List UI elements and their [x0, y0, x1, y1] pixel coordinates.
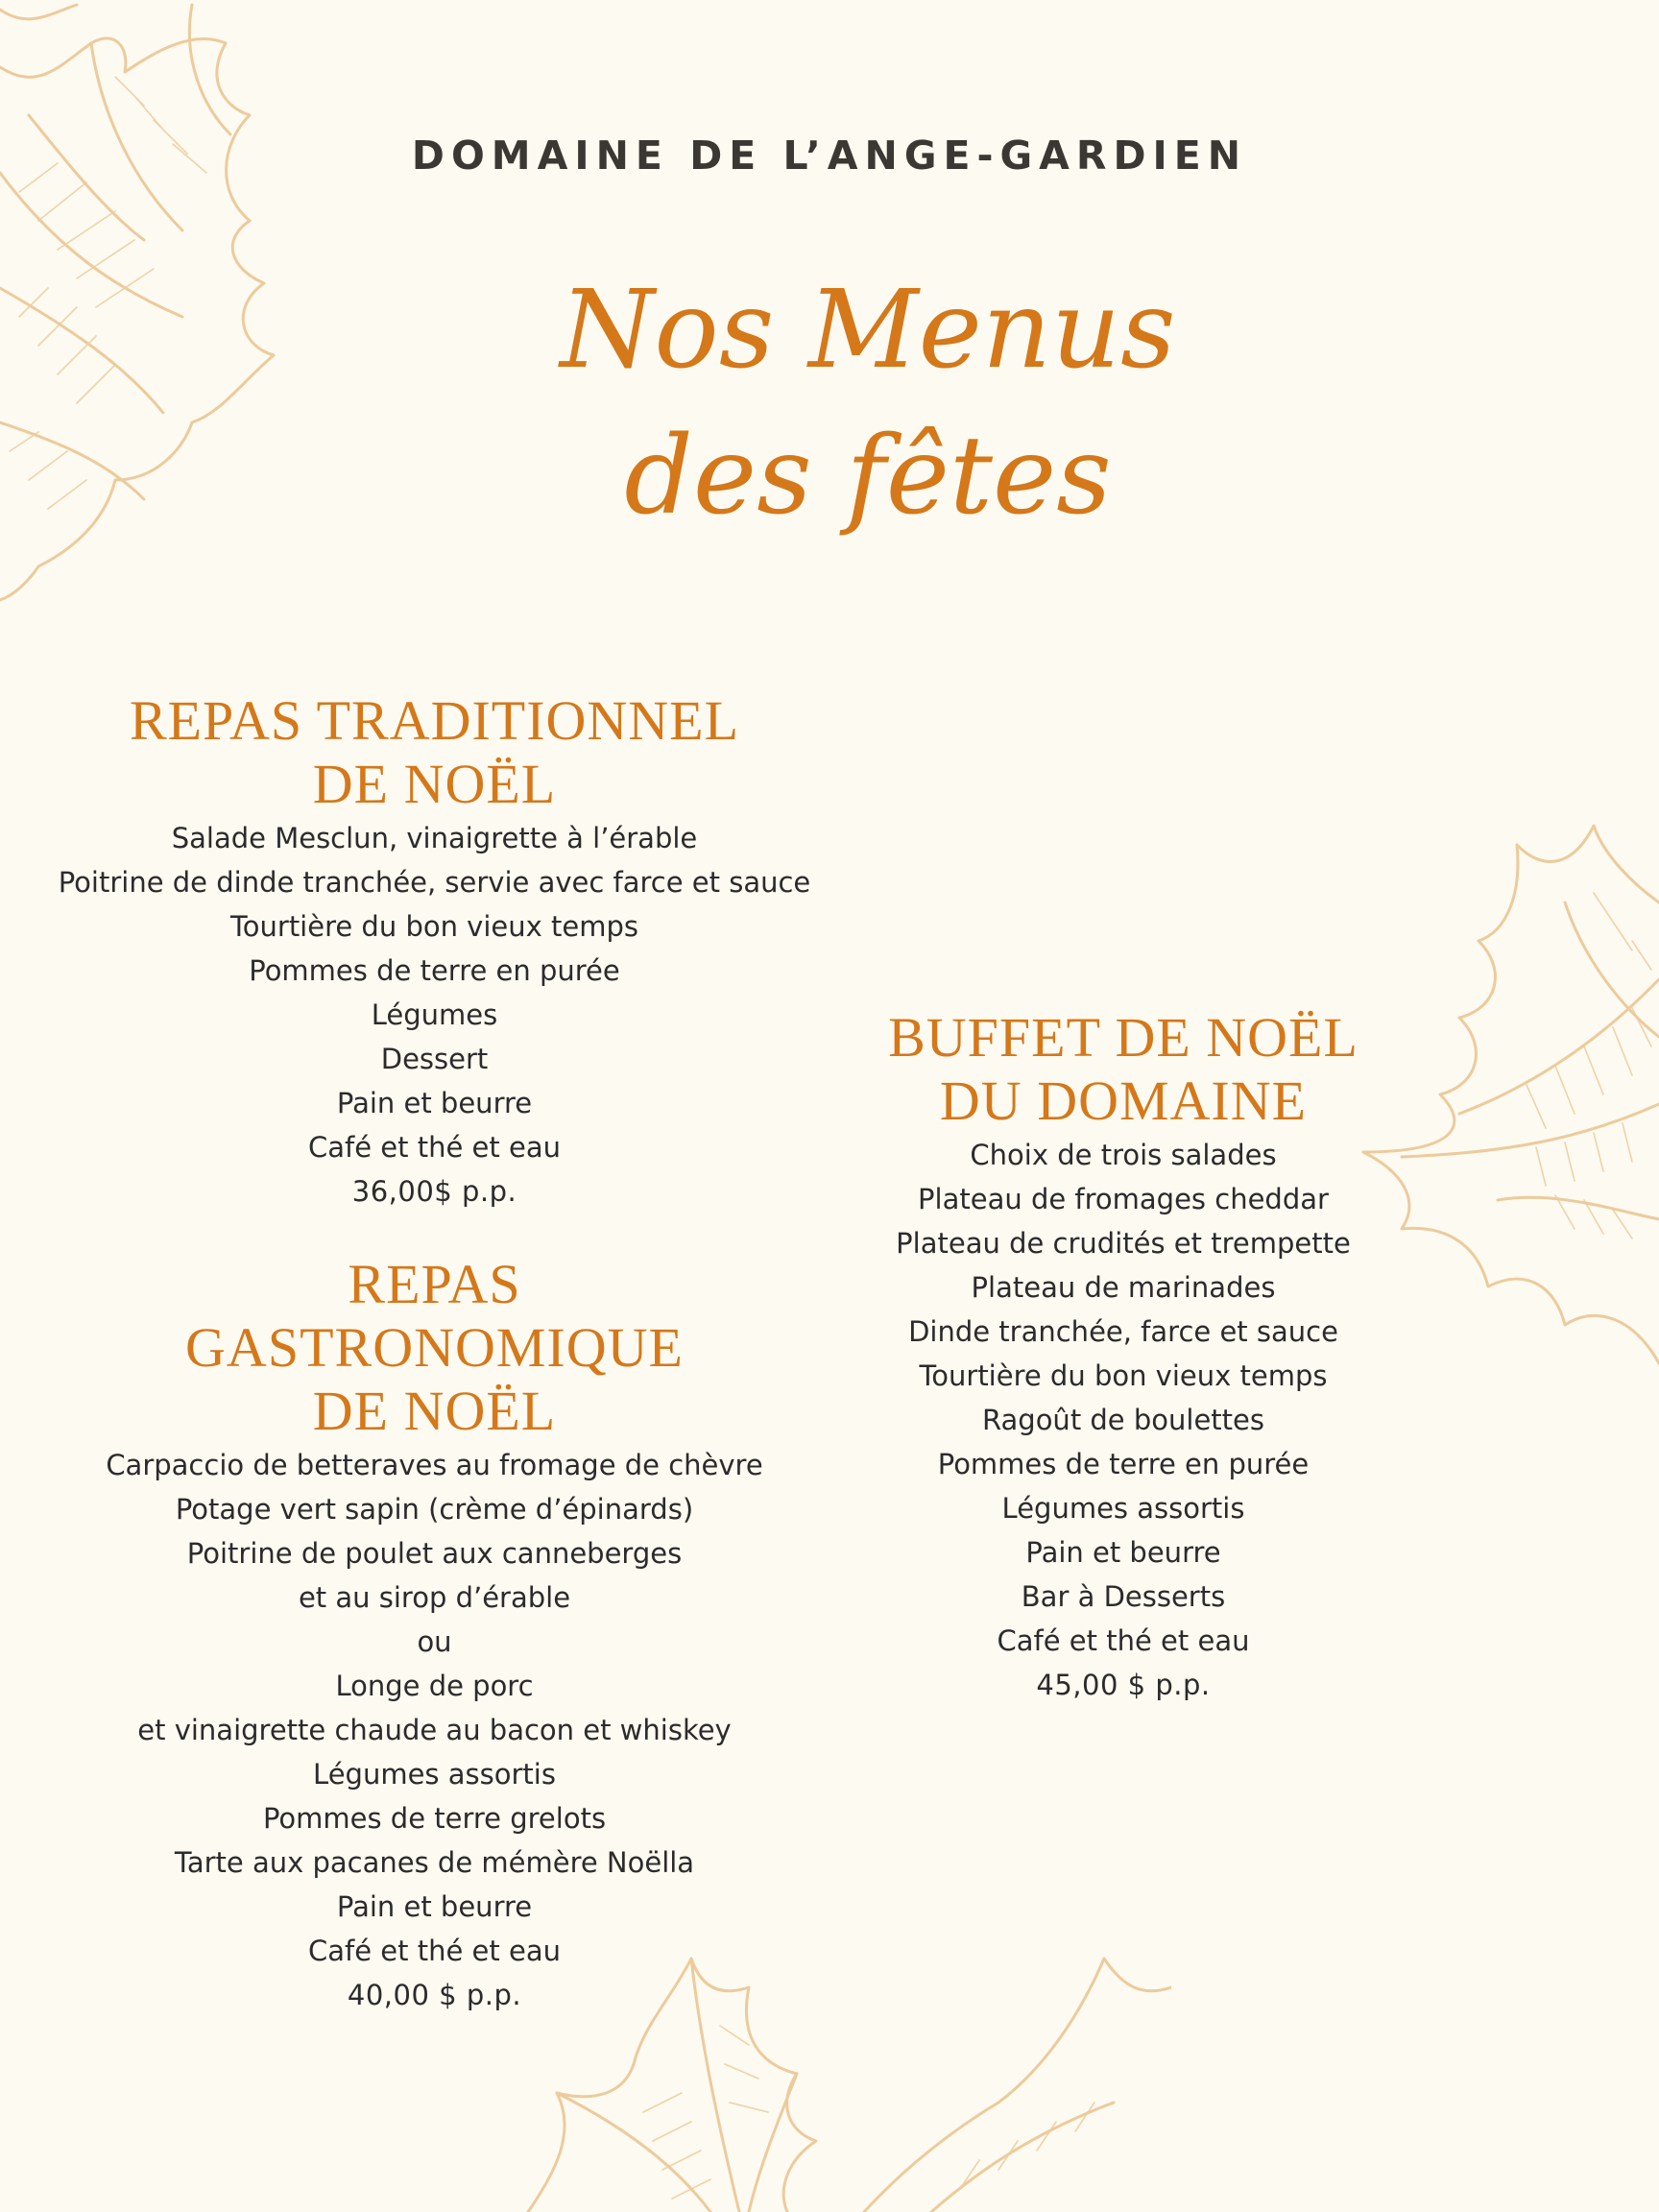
menu-title-line: DE NOËL — [312, 1380, 557, 1442]
menu-item: et vinaigrette chaude au bacon et whiskey — [137, 1714, 732, 1746]
page-title-line-2: des fêtes — [624, 414, 1112, 539]
menu-item: Bar à Desserts — [1021, 1580, 1226, 1613]
menu-item: et au sirop d’érable — [298, 1581, 571, 1614]
menu-item: Longe de porc — [335, 1670, 534, 1702]
menu-item: Légumes — [371, 998, 498, 1031]
menu-item: Choix de trois salades — [970, 1139, 1277, 1171]
page-title-line-1: Nos Menus — [560, 268, 1176, 393]
menu-item: Plateau de marinades — [971, 1271, 1276, 1304]
menu-title-line: GASTRONOMIQUE — [185, 1316, 684, 1379]
menu-item: Tourtière du bon vieux temps — [919, 1359, 1328, 1392]
menu-title-line: REPAS TRADITIONNEL — [129, 689, 740, 752]
menu-item: Café et thé et eau — [997, 1624, 1250, 1657]
menu-items-traditionnel — [38, 816, 830, 1214]
menu-item: Plateau de crudités et trempette — [896, 1227, 1351, 1260]
menu-item: Pommes de terre grelots — [262, 1802, 607, 1835]
menu-item: Café et thé et eau — [308, 1935, 561, 1967]
menu-title-line: DE NOËL — [312, 753, 557, 815]
menu-item: Poitrine de poulet aux canneberges — [186, 1537, 683, 1570]
menu-items-gastronomique — [38, 1443, 830, 2017]
menu-item: Carpaccio de betteraves au fromage de chèvre — [106, 1449, 763, 1481]
menu-item: Café et thé et eau — [308, 1131, 561, 1164]
menu-item: Tourtière du bon vieux temps — [229, 910, 638, 943]
menu-item: Ragoût de boulettes — [982, 1404, 1264, 1436]
menu-title-buffet — [835, 1006, 1411, 1133]
menu-price-gastronomique: 40,00 $ p.p. — [347, 1979, 522, 2011]
menu-title-line: BUFFET DE NOËL — [888, 1006, 1358, 1069]
menu-item: Dessert — [380, 1043, 489, 1075]
menu-item: Dinde tranchée, farce et sauce — [908, 1315, 1338, 1348]
menu-price-traditionnel: 36,00$ p.p. — [351, 1175, 517, 1208]
menu-item: Plateau de fromages cheddar — [918, 1183, 1329, 1215]
menu-section-buffet — [835, 1006, 1411, 1707]
menu-item: Légumes assortis — [1001, 1492, 1245, 1525]
menu-items-buffet — [835, 1133, 1411, 1707]
menu-item: Pain et beurre — [1025, 1536, 1221, 1569]
menu-title-line: DU DOMAINE — [939, 1070, 1308, 1132]
menu-item: Pommes de terre en purée — [249, 954, 620, 987]
menu-item: ou — [417, 1625, 452, 1658]
menu-title-gastronomique — [38, 1253, 830, 1443]
menu-item: Poitrine de dinde tranchée, servie avec farce et sauce — [58, 866, 811, 899]
menu-item: Légumes assortis — [313, 1758, 556, 1791]
menu-item: Pommes de terre en purée — [937, 1448, 1310, 1480]
menu-section-traditionnel — [38, 689, 830, 1214]
menu-price-buffet: 45,00 $ p.p. — [1036, 1669, 1211, 1701]
menu-item: Tarte aux pacanes de mémère Noëlla — [174, 1846, 695, 1879]
menu-title-line: REPAS — [348, 1253, 521, 1315]
menu-item: Pain et beurre — [336, 1890, 533, 1923]
menu-section-gastronomique — [38, 1253, 830, 2017]
menu-item: Potage vert sapin (crème d’épinards) — [175, 1493, 694, 1526]
menu-item: Salade Mesclun, vinaigrette à l’érable — [171, 822, 698, 854]
menu-title-traditionnel — [38, 689, 830, 816]
menu-item: Pain et beurre — [336, 1087, 533, 1119]
brand-name: DOMAINE DE L’ANGE-GARDIEN — [411, 132, 1248, 179]
